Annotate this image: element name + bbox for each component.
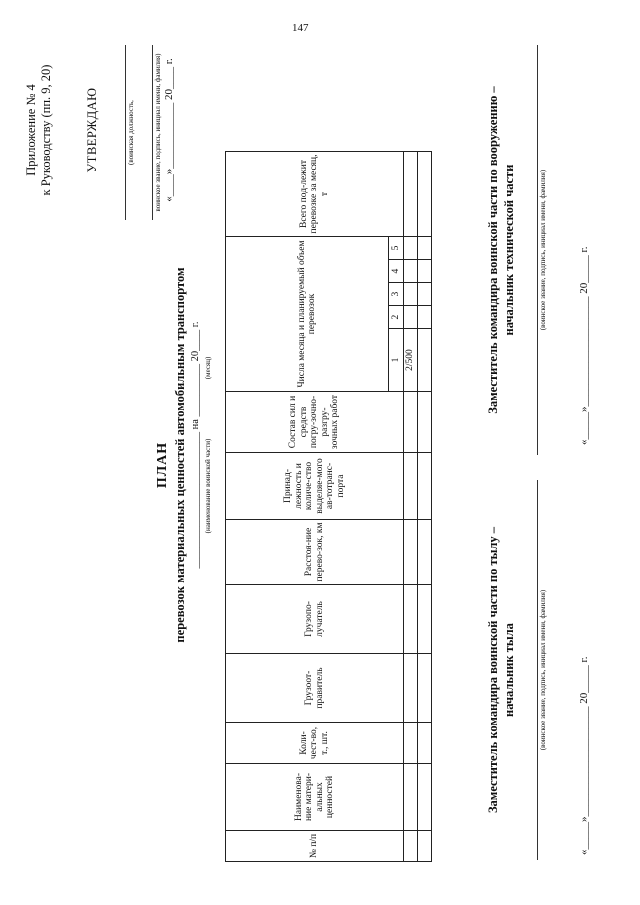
approve-caption-position: (воинская должность, [127, 100, 135, 165]
plan-unit-month-caption: (наименование воинской части) (месяц) [204, 356, 212, 534]
approve-caption-signature: воинское звание, подпись, инициал имени, фамилия) [154, 53, 162, 212]
sig-left-signature-line [525, 480, 538, 860]
table-cell [418, 764, 432, 831]
table-cell [404, 520, 418, 585]
plan-subtitle: перевозок материальных ценностей автомобильным транспортом [173, 267, 187, 643]
day-col-5: 5 [389, 237, 404, 260]
col-header-total: Всего под-лежит перевозке за месяц, т [226, 152, 404, 237]
table-cell [404, 831, 418, 862]
table-cell [404, 723, 418, 764]
approve-position-line [115, 45, 126, 220]
table-cell [404, 453, 418, 520]
sig-left-caption: (воинское звание, подпись, инициал имени, фамилия) [539, 589, 547, 751]
table-cell [418, 329, 432, 392]
table-cell [418, 283, 432, 306]
table-cell [418, 520, 432, 585]
sig-right-title-line1: Заместитель командира воинской части по вооружению – [486, 86, 500, 414]
table-cell [418, 585, 432, 654]
table-cell [418, 260, 432, 283]
table-cell [418, 453, 432, 520]
table-cell [404, 306, 418, 329]
day-col-2: 2 [389, 306, 404, 329]
table-cell [418, 237, 432, 260]
col-header-receiver: Грузопо-лучатель [226, 585, 404, 654]
plan-title: ПЛАН [155, 441, 170, 489]
sig-left-title-line2: начальник тыла [502, 623, 516, 717]
day-col-1: 1 [389, 329, 404, 392]
col-header-distance: Расстоя-ние перево-зок, км [226, 520, 404, 585]
col-header-qty: Коли-чест-во, т., шт. [226, 723, 404, 764]
table-cell [404, 392, 418, 453]
plan-table [225, 151, 432, 862]
table-cell [418, 306, 432, 329]
table-cell [418, 152, 432, 237]
table-cell [418, 392, 432, 453]
appendix-line1: Приложение № 4 [24, 84, 38, 176]
approve-signature-line [142, 45, 153, 220]
day-col-3: 3 [389, 283, 404, 306]
col-header-num: № п/п [226, 831, 404, 862]
day-col-4: 4 [389, 260, 404, 283]
appendix-header [24, 40, 54, 220]
sig-left-title-line1: Заместитель командира воинской части по тылу – [486, 526, 500, 814]
sig-right-title [485, 45, 517, 455]
table-cell [404, 237, 418, 260]
sig-right-signature-line [525, 45, 538, 455]
table-cell [418, 831, 432, 862]
approve-title: УТВЕРЖДАЮ [85, 87, 99, 173]
table-cell [418, 723, 432, 764]
col-header-forces: Состав сил и средств погру-зочно-разгру-зочных работ [226, 392, 404, 453]
document-sheet [0, 25, 640, 885]
table-cell [418, 654, 432, 723]
table-row [404, 152, 418, 862]
table-cell [404, 283, 418, 306]
approve-date: «____»____________ 20____ г. [163, 58, 175, 202]
col-header-days: Числа месяца и планируемый объем перевозок [226, 237, 389, 392]
sig-right-title-line2: начальник технической части [502, 164, 516, 336]
sig-left-date: «_____»____________________ 20_____ г. [578, 656, 590, 855]
table-cell [404, 585, 418, 654]
plan-unit-month-line: __________________________ на __________ 20____ г. [190, 321, 201, 569]
table-row [418, 152, 432, 862]
appendix-line2: к Руководству (пп. 9, 20) [39, 64, 53, 196]
col-header-name: Наименова-ние матери-альных ценностей [226, 764, 404, 831]
sig-left-title [485, 480, 517, 860]
table-cell [404, 654, 418, 723]
col-header-sender: Грузоот-правитель [226, 654, 404, 723]
sig-right-date: «_____»____________________ 20_____ г. [578, 246, 590, 445]
table-cell [404, 152, 418, 237]
table-cell [404, 764, 418, 831]
col-header-ownership: Принад-лежность и количе-ство выделяе-мого ав-тотранс-порта [226, 453, 404, 520]
table-cell [404, 260, 418, 283]
sig-right-caption: (воинское звание, подпись, инициал имени, фамилия) [539, 169, 547, 331]
day-note-cell: 2/500 [404, 329, 418, 392]
table-header-row [226, 152, 389, 862]
page-number: 147 [292, 22, 309, 34]
